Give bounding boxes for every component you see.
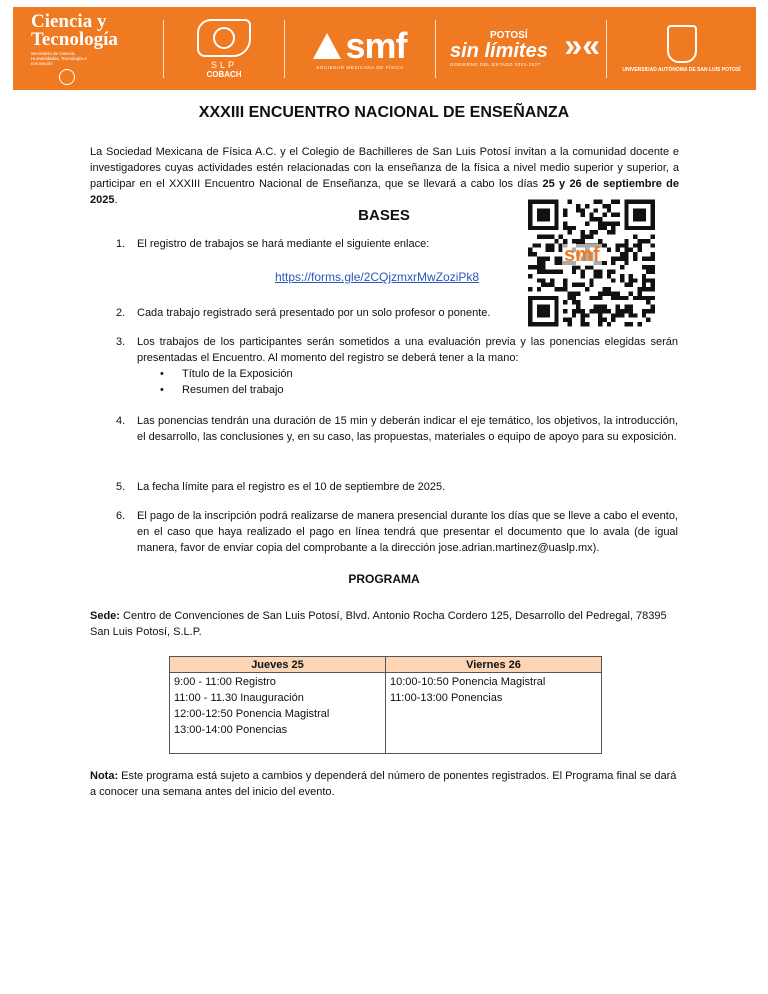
mexico-seal-icon [59,69,75,85]
bullet-icon: • [160,368,164,380]
requirement-item: Título de la Exposición [182,368,293,380]
gobierno-label: GOBIERNO DEL ESTADO 2021-2027 [450,62,541,67]
base-item-6: El pago de la inscripción podrá realizarse de manera presencial durante los días que se lleve a cabo el evento, en el caso que haya realizado el pago en línea tendrá que presentar el documento que lo avala (de igual manera, favor de enviar copia del comprobante a la dirección jose.adrian.martinez@uaslp.mx). [137,510,678,554]
smf-name: smf [345,24,407,66]
smf-logo [285,7,435,90]
schedule-item: 9:00 - 11:00 Registro [174,676,276,688]
nota-label: Nota: [90,770,119,782]
smf-triangle-icon [313,33,341,59]
smf-subtitle: SOCIEDAD MEXICANA DE FÍSICA [316,64,404,70]
potosi-logo [436,7,606,90]
intro-text: La Sociedad Mexicana de Física A.C. y el Colegio de Bachilleres de San Luis Potosí invitan a la comunidad docente e investigadores cuyas actividades estén relacionadas con la enseñanza de la física a nivel medio superior y superior, a participar en el XXXIII Encuentro Nacional de Enseñanza, que se llevará a cabo los días [90,146,679,190]
base-number-5: 5. [116,481,126,493]
uaslp-crest-icon [667,25,697,63]
nota-paragraph [90,768,680,800]
page-title: XXXIII ENCUENTRO NACIONAL DE ENSEÑANZA [198,104,570,121]
schedule-item: 10:00-10:50 Ponencia Magistral [390,676,546,688]
sede-paragraph [90,608,680,640]
sede-label: Sede: [90,610,120,622]
ciencia-tecnologia-logo [13,7,163,90]
sede-text: Centro de Convenciones de San Luis Potosí, Blvd. Antonio Rocha Cordero 125, Desarrollo del Pedregal, 78395 San Luis Potosí, S.L.P. [90,610,667,638]
programa-heading: PROGRAMA [348,572,420,586]
uaslp-label: UNIVERSIDAD AUTÓNOMA DE SAN LUIS POTOSÍ [622,66,741,73]
slp-label: SLP [210,59,237,70]
requirement-item: Resumen del trabajo [182,384,284,396]
nota-text: Este programa está sujeto a cambios y dependerá del número de ponentes registrados. El Programa final se dará a conocer una semana antes del inicio del evento. [90,770,677,798]
schedule-table [169,656,602,754]
bases-heading: BASES [358,207,410,224]
bullet-icon: • [160,384,164,396]
schedule-header-viernes: Viernes 26 [386,657,602,673]
schedule-item: 13:00-14:00 Ponencias [174,724,288,736]
base-number-6: 6. [116,510,126,522]
potosi-label: POTOSÍ [490,30,528,41]
schedule-cell-viernes [386,673,602,754]
schedule-item: 11:00 - 11.30 Inauguración [174,692,304,704]
intro-dates: 25 y 26 de septiembre de 2025 [90,178,679,206]
base-item-1: El registro de trabajos se hará mediante el siguiente enlace: [137,238,430,250]
base-item-3: Los trabajos de los participantes serán sometidos a una evaluación previa y las ponencias elegidas serán presentadas el Encuentro. Al momento del registro se deberá tener a la mano: [137,336,678,364]
qr-smf-logo: smf [564,244,600,266]
header-banner [13,7,756,90]
schedule-item: 12:00-12:50 Ponencia Magistral [174,708,330,720]
base-number-3: 3. [116,336,126,348]
chevrons-icon: »« [564,27,600,63]
slp-map-icon [197,19,251,57]
cobach-logo [164,7,284,90]
sin-limites-label: sin límites [450,40,548,62]
base-item-4: Las ponencias tendrán una duración de 15 min y deberán indicar el eje temático, los objetivos, la introducción, el desarrollo, las conclusiones y, en su caso, las propuestas, materiales o equipo de apoyo para su exposición. [137,415,678,443]
base-number-4: 4. [116,415,126,427]
schedule-header-jueves: Jueves 25 [170,657,386,673]
schedule-cell-jueves [170,673,386,754]
base-item-5: La fecha límite para el registro es el 10 de septiembre de 2025. [137,481,446,493]
cobach-label: COBACH [206,69,242,79]
uaslp-logo [607,7,756,90]
base-item-2: Cada trabajo registrado será presentado por un solo profesor o ponente. [137,307,491,319]
ciencia-title: Ciencia y Tecnología [31,10,118,50]
ciencia-subtitle: Secretaría de Ciencia, Humanidades, Tecnología e Innovación [31,50,87,66]
registration-link[interactable]: https://forms.gle/2CQjzmxrMwZoziPk8 [275,270,480,284]
base-number-1: 1. [116,238,126,250]
schedule-item: 11:00-13:00 Ponencias [390,692,503,704]
intro-end: . [114,194,118,206]
base-number-2: 2. [116,307,126,319]
